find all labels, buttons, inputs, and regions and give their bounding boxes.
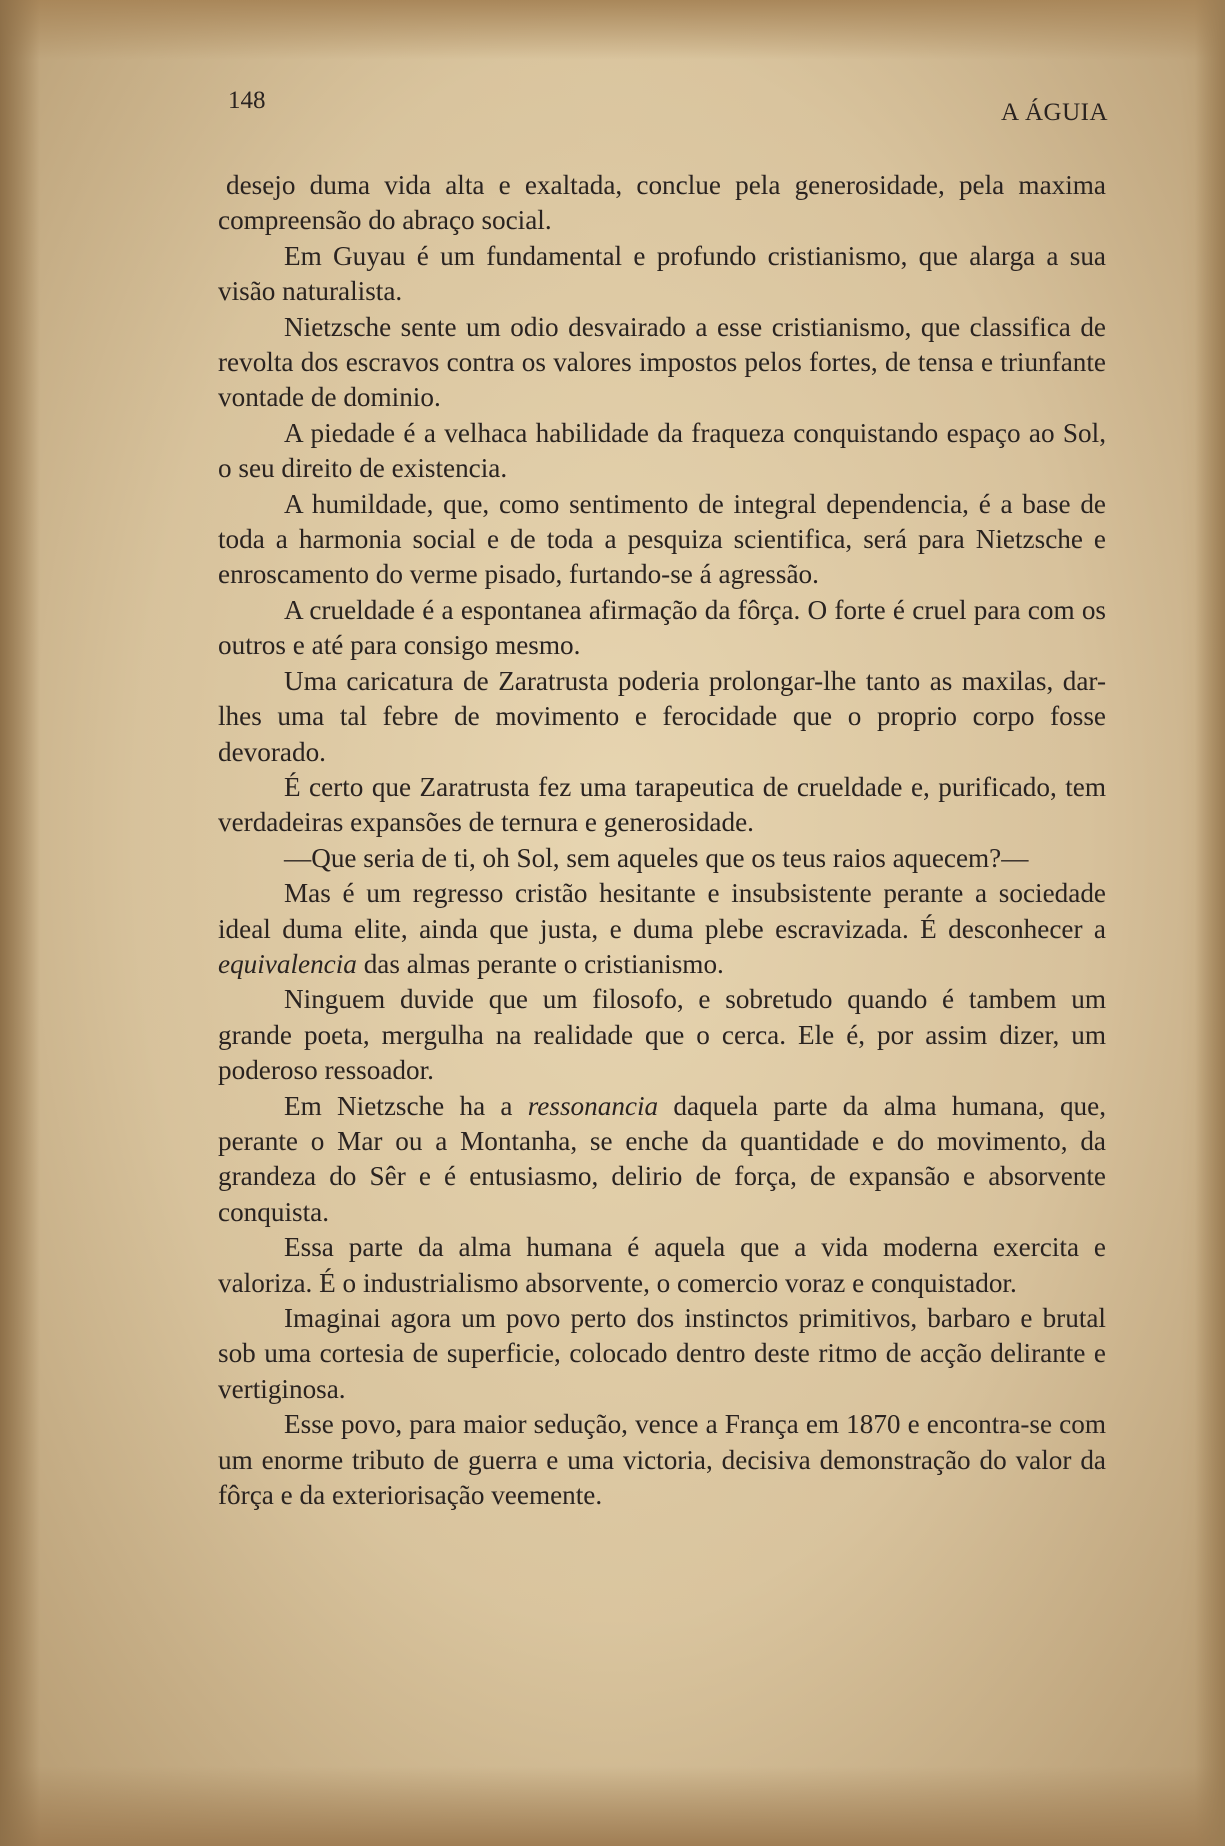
paragraph-8: É certo que Zaratrusta fez uma tarapeutica de crueldade e, purificado, tem verdadeiras expansões de ternura e generosidade. xyxy=(218,771,1106,838)
paragraph-6: A crueldade é a espontanea afirmação da fôrça. O forte é cruel para com os outros e até para consigo mesmo. xyxy=(218,594,1106,661)
paragraph-11: Ninguem duvide que um filosofo, e sobretudo quando é tambem um grande poeta, mergulha na realidade que o cerca. Ele é, por assim dizer, um poderoso ressoador. xyxy=(218,984,1106,1086)
paragraph-15: Esse povo, para maior sedução, vence a França em 1870 e encontra-se com um enorme tributo de guerra e uma victoria, decisiva demonstração do valor da fôrça e da exteriorisação veemente. xyxy=(218,1409,1106,1511)
paragraph-10 xyxy=(218,876,1106,982)
emphasis-ressonancia: ressonancia xyxy=(527,1090,659,1121)
paragraph-5: A humildade, que, como sentimento de integral dependencia, é a base de toda a harmonia social e de toda a pesquiza scientifica, será para Nietzsche e enroscamento do verme pisado, furtando-se á agressão. xyxy=(218,488,1106,590)
paragraph-10-text-end: das almas perante o cristianismo. xyxy=(356,948,724,979)
paragraph-9: —Que seria de ti, oh Sol, sem aqueles que os teus raios aquecem?— xyxy=(284,842,1029,873)
journal-title: A ÁGUIA xyxy=(1001,99,1108,126)
paragraph-13: Essa parte da alma humana é aquela que a vida moderna exercita e valoriza. É o industrialismo absorvente, o comercio voraz e conquistador. xyxy=(218,1232,1106,1298)
paragraph-7: Uma caricatura de Zaratrusta poderia prolongar-lhe tanto as maxilas, dar-lhes uma tal febre de movimento e ferocidade que o proprio corpo fosse devorado. xyxy=(218,665,1106,767)
paragraph-1: desejo duma vida alta e exaltada, conclue pela generosidade, pela maxima compreensão do abraço social. xyxy=(218,170,1106,236)
paragraph-2: Em Guyau é um fundamental e profundo cristianismo, que alarga a sua visão naturalista. xyxy=(218,240,1106,307)
body-text xyxy=(218,168,1106,1513)
running-head xyxy=(0,82,1225,126)
paper-edge-top xyxy=(0,0,1225,60)
paper-edge-right xyxy=(1195,0,1225,1846)
paragraph-4: A piedade é a velhaca habilidade da fraqueza conquistando espaço ao Sol, o seu direito de existencia. xyxy=(218,417,1106,484)
paragraph-14: Imaginai agora um povo perto dos instinctos primitivos, barbaro e brutal sob uma cortesia de superficie, colocado dentro deste ritmo de acção delirante e vertiginosa. xyxy=(218,1303,1106,1404)
page-number: 148 xyxy=(228,87,266,114)
paper-edge-left xyxy=(0,0,40,1846)
paragraph-12-text-end: daquela parte da alma humana, que, perante o Mar ou a Montanha, se enche da quantidade e do movimento, da grandeza do Sêr e é entusiasmo, delirio de força, de expansão e absorvente conquista. xyxy=(218,1090,1106,1227)
emphasis-equivalencia: equivalencia xyxy=(218,948,357,979)
paragraph-12-text: Em Nietzsche ha a xyxy=(284,1090,528,1121)
paragraph-12 xyxy=(218,1089,1106,1231)
paragraph-10-text: Mas é um regresso cristão hesitante e insubsistente perante a sociedade ideal duma elite, ainda que justa, e duma plebe escravizada. É desconhecer a xyxy=(218,878,1106,944)
paragraph-3: Nietzsche sente um odio desvairado a esse cristianismo, que classifica de revolta dos escravos contra os valores impostos pelos fortes, de tensa e triunfante vontade de dominio. xyxy=(218,311,1106,413)
paper-edge-bottom xyxy=(0,1766,1225,1846)
